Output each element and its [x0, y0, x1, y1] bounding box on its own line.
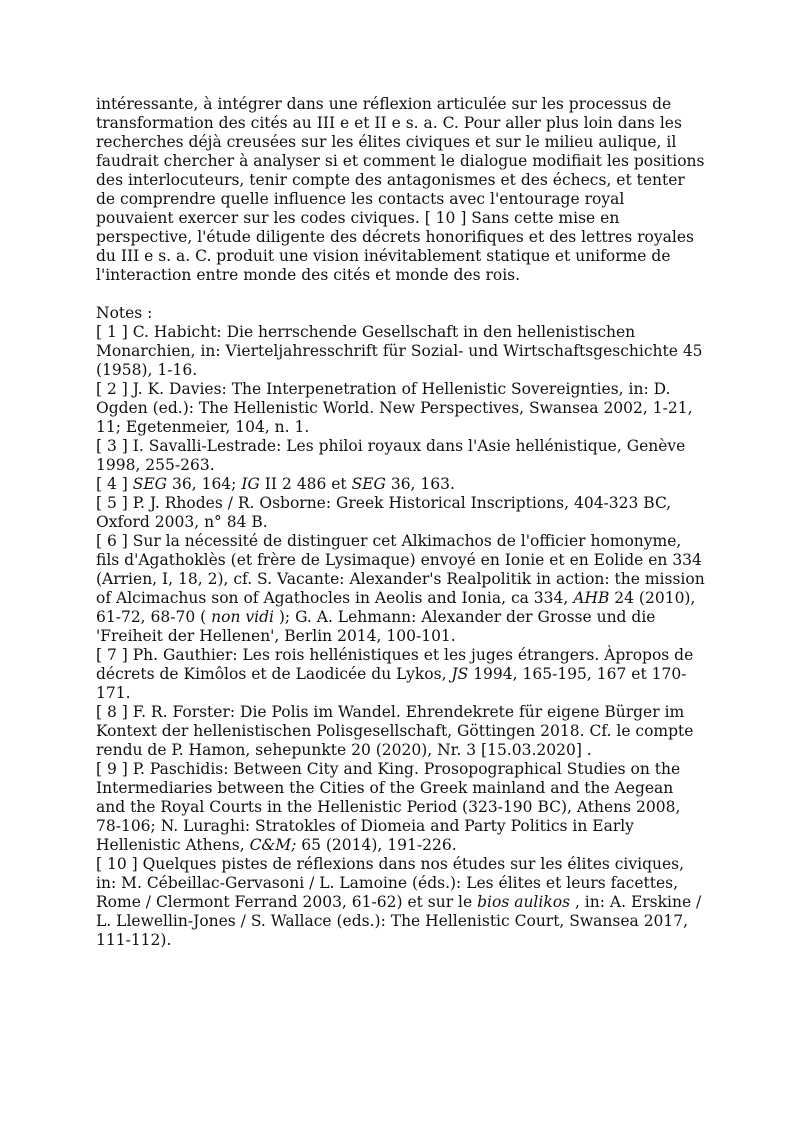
footnote-text: , in: A. Erskine / L. Llewellin-Jones / S. Wallace (eds.): The Hellenistic Court, Swansea 2017, 111-112). — [96, 893, 702, 949]
footnote-italic-text: bios aulikos — [477, 893, 571, 911]
notes-list — [96, 323, 706, 950]
footnote-italic-text: C&M; — [249, 836, 297, 854]
footnote-text: [ 10 ] Quelques pistes de réflexions dans nos études sur les élites civiques, in: M. Cébeillac-Gervasoni / L. Lamoine (éds.): Les élites et leurs facettes, Rome / Clermont Ferrand 2003, 61-62) et sur le — [96, 855, 685, 911]
footnote-text: ); G. A. Lehmann: Alexander der Grosse und die 'Freiheit der Hellenen', Berlin 2014, 100-101. — [96, 608, 656, 645]
footnote-italic-text: JS — [451, 665, 469, 683]
body-paragraph: intéressante, à intégrer dans une réflexion articulée sur les processus de transformation des cités au III e et II e s. a. C. Pour aller plus loin dans les recherches déjà creusées sur les élites civiques et sur le milieu aulique, il faudrait chercher à analyser si et comment le dialogue modifiait les positions des interlocuteurs, tenir compte des antagonismes et des échecs, et tenter de comprendre quelle influence les contacts avec l'entourage royal pouvaient exercer sur les codes civiques. [ 10 ] Sans cette mise en perspective, l'étude diligente des décrets honorifiques et des lettres royales du III e s. a. C. produit une vision inévitablement statique et uniforme de l'interaction entre monde des cités et monde des rois. — [96, 95, 705, 284]
footnote-italic-text: SEG — [351, 475, 386, 493]
footnote-text: [ 7 ] Ph. Gauthier: Les rois hellénistiques et les juges étrangers. Àpropos de décrets de Kimôlos et de Laodicée du Lykos, — [96, 646, 694, 683]
footnote-italic-text: non vidi — [211, 608, 274, 626]
footnote-text: II 2 486 et — [259, 475, 352, 493]
footnote-1 — [96, 323, 706, 380]
notes-heading: Notes : — [96, 304, 153, 322]
footnote-8 — [96, 703, 706, 760]
footnote-italic-text: IG — [241, 475, 260, 493]
footnote-7 — [96, 646, 706, 703]
footnote-text: 65 (2014), 191-226. — [296, 836, 457, 854]
footnote-2 — [96, 380, 706, 437]
footnote-5 — [96, 494, 706, 532]
document-page — [96, 95, 706, 950]
footnote-4 — [96, 475, 706, 494]
footnote-9 — [96, 760, 706, 855]
footnote-text: 36, 164; — [167, 475, 242, 493]
footnote-text: 36, 163. — [385, 475, 455, 493]
footnote-3 — [96, 437, 706, 475]
footnote-text: 24 (2010), 61-72, 68-70 ( — [96, 589, 696, 626]
footnote-text: [ 3 ] I. Savalli-Lestrade: Les philoi royaux dans l'Asie hellénistique, Genève 1998, 255-263. — [96, 437, 686, 474]
footnote-6 — [96, 532, 706, 646]
footnote-text: [ 8 ] F. R. Forster: Die Polis im Wandel. Ehrendekrete für eigene Bürger im Kontext der hellenistischen Polisgesellschaft, Göttingen 2018. Cf. le compte rendu de P. Hamon, sehepunkte 20 (2020), Nr. 3 [15.03.2020] . — [96, 703, 694, 759]
footnote-italic-text: SEG — [132, 475, 168, 493]
footnote-text: [ 4 ] — [96, 475, 133, 493]
footnote-text: [ 1 ] C. Habicht: Die herrschende Gesellschaft in den hellenistischen Monarchien, in: Vierteljahresschrift für Sozial- und Wirtschaftsgeschichte 45 (1958), 1-16. — [96, 323, 703, 379]
footnote-text: 1994, 165-195, 167 et 170-171. — [96, 665, 687, 702]
footnote-italic-text: AHB — [573, 589, 610, 607]
footnote-text: [ 5 ] P. J. Rhodes / R. Osborne: Greek Historical Inscriptions, 404-323 BC, Oxford 2003, n° 84 B. — [96, 494, 672, 531]
footnote-10 — [96, 855, 706, 950]
footnote-text: [ 6 ] Sur la nécessité de distinguer cet Alkimachos de l'officier homonyme, fils d'Agathoklès (et frère de Lysimaque) envoyé en Ionie et en Eolide en 334 (Arrien, I, 18, 2), cf. S. Vacante: Alexander's Realpolitik in action: the mission of Alcimachus son of Agathocles in Aeolis and Ionia, ca 334, — [96, 532, 705, 607]
footnote-text: [ 2 ] J. K. Davies: The Interpenetration of Hellenistic Sovereignties, in: D. Ogden (ed.): The Hellenistic World. New Perspectives, Swansea 2002, 1-21, 11; Egetenmeier, 104, n. 1. — [96, 380, 693, 436]
footnote-text: [ 9 ] P. Paschidis: Between City and King. Prosopographical Studies on the Intermediaries between the Cities of the Greek mainland and the Aegean and the Royal Courts in the Hellenistic Period (323-190 BC), Athens 2008, 78-106; N. Luraghi: Stratokles of Diomeia and Party Politics in Early Hellenistic Athens, — [96, 760, 681, 854]
